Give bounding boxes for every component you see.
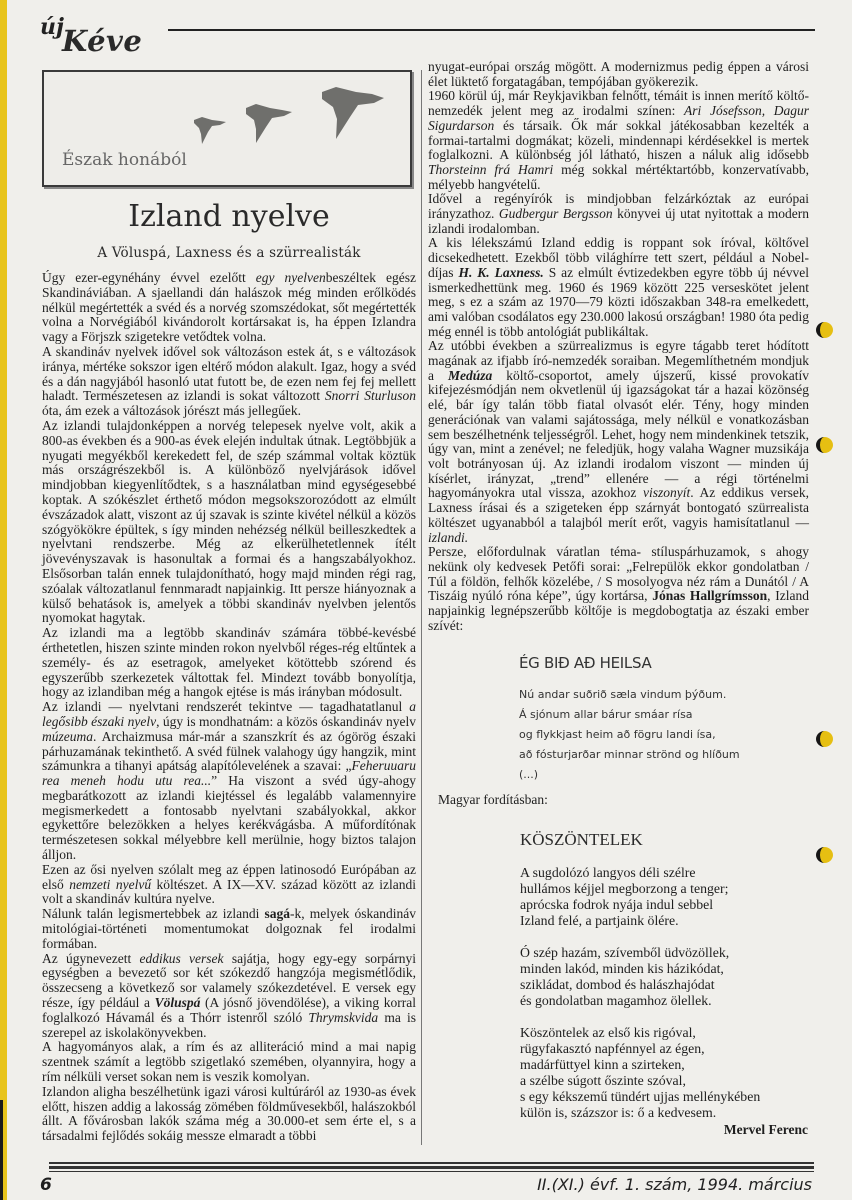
text-run: Persze, előfordulnak váratlan téma- stíluspárhuzamok, s ahogy nekünk oly kedvesek Petőfi sorai: „Felrepülök ekkor gondolatban / Túl a földön, felhők közelébe, / S mosolyogva néz rám a Dunától / A Tiszáig nyúló róna képe”, úgy kortársa, xyxy=(428,544,809,604)
text-run: beszéltek egész Skandináviában. A sjaellandi dán halászok még minden erőlködés nélkül megértették a svéd és a norvég szomszédokat, sőt megértették volna a Norvégiából kivándorolt kortársakat is, ha éppen Izlandra vagy a Förjszk szigetekre vetődtek volna. xyxy=(42,270,417,345)
poem-line: a szélbe súgott őszinte szóval, xyxy=(520,1073,686,1088)
punch-hole xyxy=(816,437,833,453)
poem-line: (...) xyxy=(519,768,539,781)
paragraph xyxy=(42,907,416,951)
text-run: A skandináv nyelvek idővel sok változáson estek át, s e változások iránya, mértéke sokszor igen eltérő módon alakult. Igaz, hogy a svéd és a dán nagyjából hasonló utat futott be, de ezen nem fej fej mellett haladt. Természetesen az izlandi is sokat változott xyxy=(42,343,416,404)
text-run: ” Ha viszont a svéd úgy-ahogy megbarátkozott az izlandi kiejtéssel és legalább valamennyire megismerkedett a fontosabb nyelvtani szabályokkal, akkor egykettőre belezökken a helyes kerékvágásba. A műfordítónak természetesen sokkal mélyebbre kell merülnie, hogy biztos talajon álljon. xyxy=(42,773,416,863)
section-header-box xyxy=(42,70,412,187)
poem-line: minden lakód, minden kis házikódat, xyxy=(520,961,724,976)
text-run: Az úgynevezett xyxy=(42,950,140,966)
right-column xyxy=(428,60,809,633)
section-label: Észak honából xyxy=(62,150,187,170)
article-subtitle: A Völuspá, Laxness és a szürrealisták xyxy=(97,245,361,261)
text-run: múzeuma xyxy=(42,728,93,744)
paragraph xyxy=(428,192,809,236)
text-run: egy nyelven xyxy=(255,270,326,285)
punch-hole xyxy=(816,847,833,863)
text-run: A hagyományos alak, a rím és az alliteráció mind a mai napig szentnek számít a legtöbb szigetlakó szemében, olyannyira, hogy a rím nélküli verset sokan nem is veszik komolyan. xyxy=(42,1039,416,1085)
paragraph xyxy=(428,89,809,192)
paragraph xyxy=(42,1085,416,1144)
paragraph xyxy=(42,345,416,419)
column-divider xyxy=(421,70,422,1145)
text-run: izlandi. xyxy=(428,529,469,545)
icelandic-poem xyxy=(519,685,740,785)
text-run: eddikus versek xyxy=(139,950,224,966)
text-run: . Archaizmusa már-már a szanszkrít és az ógörög északi párhuzamának tekinthető. A svéd fülnek valahogy úgy hangzik, mint számunkra a tihanyi apátság alapítólevelének a szavai: „ xyxy=(42,728,416,774)
text-run: Izlandon aligha beszélhetünk igazi városi kultúráról az 1930-as évek előtt, hiszen addig a lakosság zömében földművesekből, halászokból állt. A fővárosban lakók száma még a 30.000-et sem érte el, s a társadalmi fejlődés sokáig messze elmaradt a többi xyxy=(42,1083,416,1144)
text-run: Snorri Sturluson xyxy=(324,388,416,404)
text-run: költészet. A IX—XV. század között az izlandi volt a skandináv kultúra nyelve. xyxy=(42,876,417,907)
text-run: sajátja, hogy egy-egy sorpárnyi egységben a bevezető sor két szókezdő hangzója megismétlődik, összecseng a következő sor valamely szókezdetével. E versek egy része, így például a xyxy=(42,950,416,1011)
text-run: S az elmúlt évtizedekben egyre több új névvel ismerkedhettünk meg. 1960 és 1969 között 225 verseskötet jelent meg, s ez a szám az 1970—79 közti időszakban 348-ra emelkedett, ami valóban csodálatos egy 230.000 lakosú országban! 1980 óta pedig még ennél is több antológiát publikáltak. xyxy=(428,264,810,339)
paragraph xyxy=(42,419,416,626)
text-run: , úgy is mondhatnám: a közös óskandináv nyelv xyxy=(156,713,416,729)
poem-line: að fósturjarðar minnar strönd og hlíðum xyxy=(519,748,740,761)
text-run: -k, melyek óskandináv mitológiai-történeti momentumokat dolgoznak fel irodalmi formában. xyxy=(42,906,416,951)
poem-line: hullámos kéjjel megborzong a tenger; xyxy=(520,881,729,896)
text-run: Thorsteinn frá Hamri xyxy=(428,161,554,177)
footer-rule xyxy=(49,1162,814,1164)
poem-line: külön is, százszor is: ő a kedvesem. xyxy=(520,1105,717,1120)
text-run: Medúza xyxy=(448,367,493,383)
poem-stanza xyxy=(520,945,760,1009)
left-column xyxy=(42,271,416,1144)
magazine-logo-prefix: új xyxy=(40,14,64,40)
poem-line: szikládat, dombod és halászhajódat xyxy=(520,977,715,992)
text-run: Idővel a regényírók is mindjobban felzárkóztak az európai irányzathoz. xyxy=(428,191,809,222)
page-number: 6 xyxy=(40,1175,52,1195)
paragraph xyxy=(428,236,809,339)
poem-stanza xyxy=(520,865,760,929)
text-run: Az izlandi — nyelvtani rendszerét tekintve — tagadhatatlanul xyxy=(42,699,410,715)
text-run: Úgy ezer-egynéhány évvel ezelőtt xyxy=(42,270,256,285)
paragraph xyxy=(42,271,416,345)
text-run: a legősibb északi nyelv xyxy=(42,699,416,729)
text-run: könyvei új utat nyitottak a modern izlandi irodalomban. xyxy=(428,206,810,236)
paragraph xyxy=(42,863,416,907)
text-run: . Az eddikus versek, Laxness írásai és a szigeteken épp szárnyát bontogató szürrealista költészet ugyanabból a talajból merít erőt, vagyis hamisítatlanul — xyxy=(428,485,809,530)
paragraph xyxy=(42,1040,416,1084)
punch-hole xyxy=(816,322,833,338)
text-run: A kis lélekszámú Izland eddig is roppant sok íróval, költővel dicsekedhetett. Ezekből több világhírre tett szert, például a Nobel-díjas xyxy=(428,235,809,280)
poem-line: Nú andar suðrið sæla vindum þýðum. xyxy=(519,688,727,701)
punch-hole xyxy=(816,731,833,747)
text-run: Thrymskvida xyxy=(308,1009,379,1025)
text-run: Gudbergur Bergsson xyxy=(498,206,613,222)
goose-large xyxy=(322,87,384,139)
article-title: Izland nyelve xyxy=(128,199,330,234)
text-run: Az utóbbi években a szürrealizmus is egyre tágabb teret hódított magának az ifjabb író-nemzedék soraiban. Megemlíthetném mondjuk a xyxy=(428,338,809,383)
header-rule xyxy=(168,29,815,31)
text-run: költő-csoportot, amely újszerű, kissé provokatív kifejezésmódján nem okvetlenül új igazságokat tár a hazai közönség elé, bár így talán több fiatal olvasót elér. Tény, hogy minden generációnak van valami sajátossága, mely nélkül e vonatkozásban sem beszélhetnénk teljességről. Lehet, hogy nem mindenkinek tetszik, úgy van, mint a zenével; ne feledjük, hogy valaha Wagner muzsikája volt botrányosan új. Az izlandi irodalom viszont — minden új kísérlet, irányzat, „trend” ellenére — a régi történelmi hagyományokra utal vissza, azokhoz xyxy=(428,367,809,501)
paragraph xyxy=(428,545,809,633)
text-run: nemzeti nyelvű xyxy=(69,876,152,892)
text-run: (A jósnő jövendölése), a viking korral foglalkozó Hávamál és a Thórr istenről szóló xyxy=(42,995,417,1025)
text-run: H. K. Laxness. xyxy=(458,264,544,280)
paragraph xyxy=(42,700,416,863)
text-run: nyugat-európai ország mögött. A modernizmus pedig éppen a városi élet lüktető forgatagában, tempójában gyökerezik. xyxy=(428,59,809,89)
poem-line: rügyfakasztó napfénnyel az égen, xyxy=(520,1041,705,1056)
translation-intro: Magyar fordításban: xyxy=(438,792,548,807)
poem-line: Á sjónum allar bárur smáar rísa xyxy=(519,708,693,721)
text-run: óta, ám ezek a változások jórészt más jellegűek. xyxy=(42,403,302,419)
text-run: Ari Jósefsson, Dagur Sigurdarson xyxy=(428,103,810,133)
text-run: Ezen az ősi nyelven szólalt meg az éppen latinosodó Európában az első xyxy=(42,861,416,892)
poem-line: Köszöntelek az első kis rigóval, xyxy=(520,1025,696,1040)
icelandic-poem-title: ÉG BIÐ AÐ HEILSA xyxy=(519,654,652,672)
paragraph xyxy=(42,626,416,700)
poem-line: Izland felé, a partjaink ölére. xyxy=(520,913,679,928)
goose-small xyxy=(194,117,226,144)
text-run: még sokkal mértéktartóbb, konzervatívabb, mélyebb hangvételű. xyxy=(428,161,809,192)
page-edge-strip xyxy=(0,0,7,1200)
author-name: Mervel Ferenc xyxy=(723,1122,808,1137)
poem-line: aprócska fodrok nyája indul sebbel xyxy=(520,897,714,912)
magazine-logo: Kéve xyxy=(62,24,143,58)
poem-line: A sugdolózó langyos déli szélre xyxy=(520,865,696,880)
poem-stanza xyxy=(520,1025,760,1121)
page-edge-shadow xyxy=(0,1100,3,1200)
poem-line: és gondolatban magamhoz ölellek. xyxy=(520,993,712,1008)
translated-poem xyxy=(520,865,760,1137)
poem-line: s egy kékszemű tündért ujjas mellénykében xyxy=(520,1089,761,1104)
footer-rule xyxy=(49,1166,814,1169)
text-run: Völuspá xyxy=(154,995,201,1011)
paragraph xyxy=(428,60,809,89)
issue-info: II.(XI.) évf. 1. szám, 1994. március xyxy=(537,1175,812,1194)
text-run: Feheruuaru rea meneh hodu utu rea... xyxy=(42,758,416,789)
text-run: viszonyít xyxy=(642,485,691,501)
text-run: , Izland napjainkig legnépszerűbb költője is megdobogtatja az északi ember szívét: xyxy=(428,588,809,633)
text-run: ma is szerepel az iskolakönyvekben. xyxy=(42,1009,417,1040)
text-run: Az izlandi ma a legtöbb skandináv számára többé-kevésbé érthetetlen, hiszen szinte minden rokon nyelvből réges-rég eltűntek a személy- és az esetragok, amelyeket kötöttebb szórend és egyszerűbb szerkezetek váltottak fel. Mindezt tovább bonyolítja, hogy az izlandiban még a hangok ejtése is más irányban módosult. xyxy=(42,625,416,700)
poem-line: og flykkjast heim að fögru landi ísa, xyxy=(519,728,716,741)
translation-title: KÖSZÖNTELEK xyxy=(520,830,643,849)
paragraph xyxy=(42,952,416,1041)
poem-line: madárfüttyel kinn a szirteken, xyxy=(520,1057,685,1072)
poem-line: Ó szép hazám, szívemből üdvözöllek, xyxy=(520,945,730,960)
text-run: sagá xyxy=(264,906,291,922)
text-run: 1960 körül új, már Reykjavikban felnőtt, témáit is innen merítő költő-nemzedék jelent meg az irodalmi színen: xyxy=(428,88,809,119)
paragraph xyxy=(428,339,809,545)
goose-medium xyxy=(246,104,292,143)
text-run: és társaik. Ők már sokkal játékosabban kezelték a formai-tartalmi dogmákat; közeli, mindennapi kérdésekkel is mertek foglalkozni. A különbség jól látható, hiszen a náluk alig idősebb xyxy=(428,117,809,163)
text-run: Jónas Hallgrímsson xyxy=(652,588,768,604)
footer-rule xyxy=(49,1171,814,1172)
text-run: Az izlandi tulajdonképpen a norvég telepesek nyelve volt, akik a 800-as években és a 900-as évek elején indultak útnak. Legtöbbjük a nyugati megyékből kerekedett fel, de szép számmal voltak köztük más országrészekből is. A különböző nyelvjárások idővel mindjobban kiegyenlítődtek, s a használatban mind egységesebbé koptak. A szókészlet érthető módon megsokszorozódott az elmúlt évszázadok alatt, viszont az új szavak is szinte kivétel nélkül a közös szógyökökre épültek, s így minden nehézség nélkül beilleszkedtek a nyelvtani rendszerbe. Még az elkerülhetetlennek ítélt jövevényszavak is hasonultak a formai és a hangszabályokhoz. Elsősorban talán ennek tulajdonítható, hogy majd minden régi rag, szóalak változatlanul fennmaradt napjainkig. Itt persze hiányoznak a külső behatások is, amelyek a többi skandináv nyelvben jelentős nyomokat hagytak. xyxy=(42,417,416,626)
text-run: Nálunk talán legismertebbek az izlandi xyxy=(42,906,265,922)
